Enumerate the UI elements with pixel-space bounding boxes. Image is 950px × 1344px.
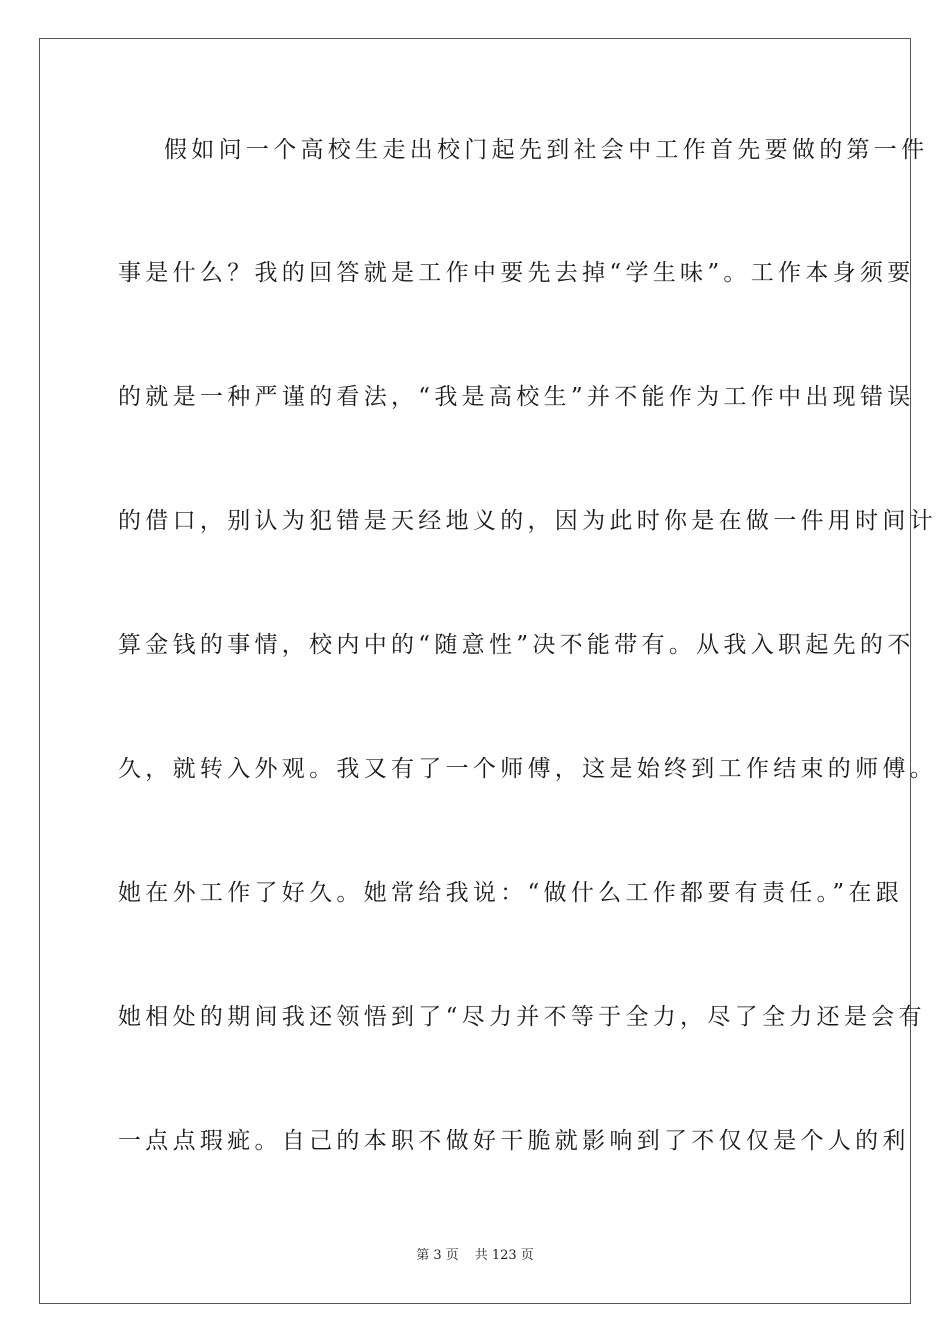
paragraph-line: 她在外工作了好久。她常给我说：“做什么工作都要有责任。”在跟: [118, 880, 904, 906]
paragraph-line: 的借口，别认为犯错是天经地义的，因为此时你是在做一件用时间计: [118, 508, 937, 534]
paragraph-line: 的就是一种严谨的看法，“我是高校生”并不能作为工作中出现错误: [118, 384, 915, 410]
paragraph-line: 一点点瑕疵。自己的本职不做好干脆就影响到了不仅仅是个人的利: [118, 1128, 910, 1154]
paragraph-line: 久，就转入外观。我又有了一个师傅，这是始终到工作结束的师傅。: [118, 756, 937, 782]
paragraph-line: 事是什么？我的回答就是工作中要先去掉“学生味”。工作本身须要: [118, 260, 915, 286]
page-border: [39, 38, 937, 1304]
paragraph-line: 她相处的期间我还领悟到了“尽力并不等于全力，尽了全力还是会有: [118, 1004, 926, 1030]
page-footer: [0, 1247, 950, 1265]
paragraph-line: 算金钱的事情，校内中的“随意性”决不能带有。从我入职起先的不: [118, 632, 915, 658]
page-number: 第 3 页: [416, 1248, 459, 1263]
page-total: 共 123 页: [474, 1248, 534, 1263]
paragraph-line: 假如问一个高校生走出校门起先到社会中工作首先要做的第一件: [164, 137, 929, 163]
